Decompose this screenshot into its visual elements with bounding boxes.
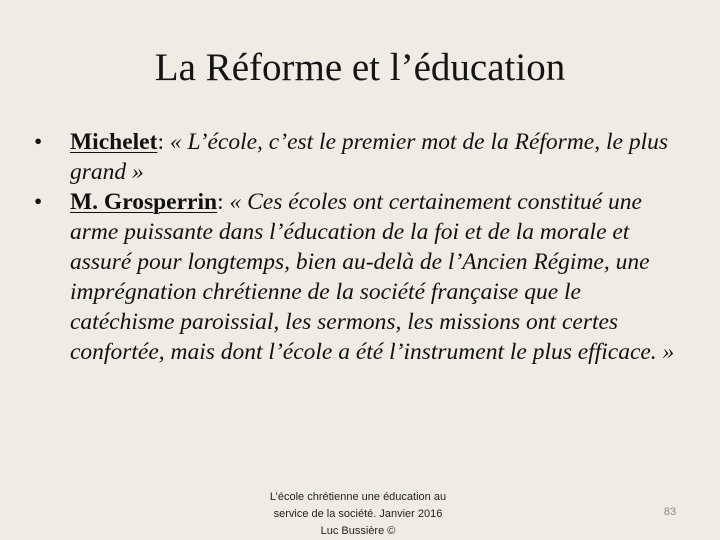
bullet-icon: • — [34, 189, 43, 215]
footer-line: Luc Bussière © — [320, 525, 396, 537]
footer-line: L’école chrétienne une éducation au — [269, 491, 447, 503]
bullet-list — [30, 127, 690, 367]
bullet-author: M. Grosperrin — [70, 189, 218, 215]
bullet-separator: : — [217, 189, 230, 215]
bullet-separator: : — [157, 129, 170, 155]
page-number: 83 — [663, 506, 677, 518]
bullet-item-michelet — [30, 127, 690, 187]
bullet-icon: • — [34, 129, 43, 155]
footer-line: service de la société. Janvier 2016 — [273, 508, 443, 520]
bullet-quote: « L’école, c’est le premier mot de la Réforme, le plus grand » — [70, 129, 668, 185]
slide-title: La Réforme et l’éducation — [154, 46, 566, 89]
bullet-quote: « Ces écoles ont certainement constitué une arme puissante dans l’éducation de la foi et de la morale et assuré pour longtemps, bien au-delà de l’Ancien Régime, une imprégnation chrétienne de la société française que le catéchisme paroissial, les sermons, les missions ont certes confortée, mais dont l’école a été l’instrument le plus efficace. » — [70, 189, 675, 365]
bullet-author: Michelet — [70, 129, 158, 155]
bullet-item-grosperrin — [30, 187, 690, 367]
slide-footer — [230, 489, 486, 540]
